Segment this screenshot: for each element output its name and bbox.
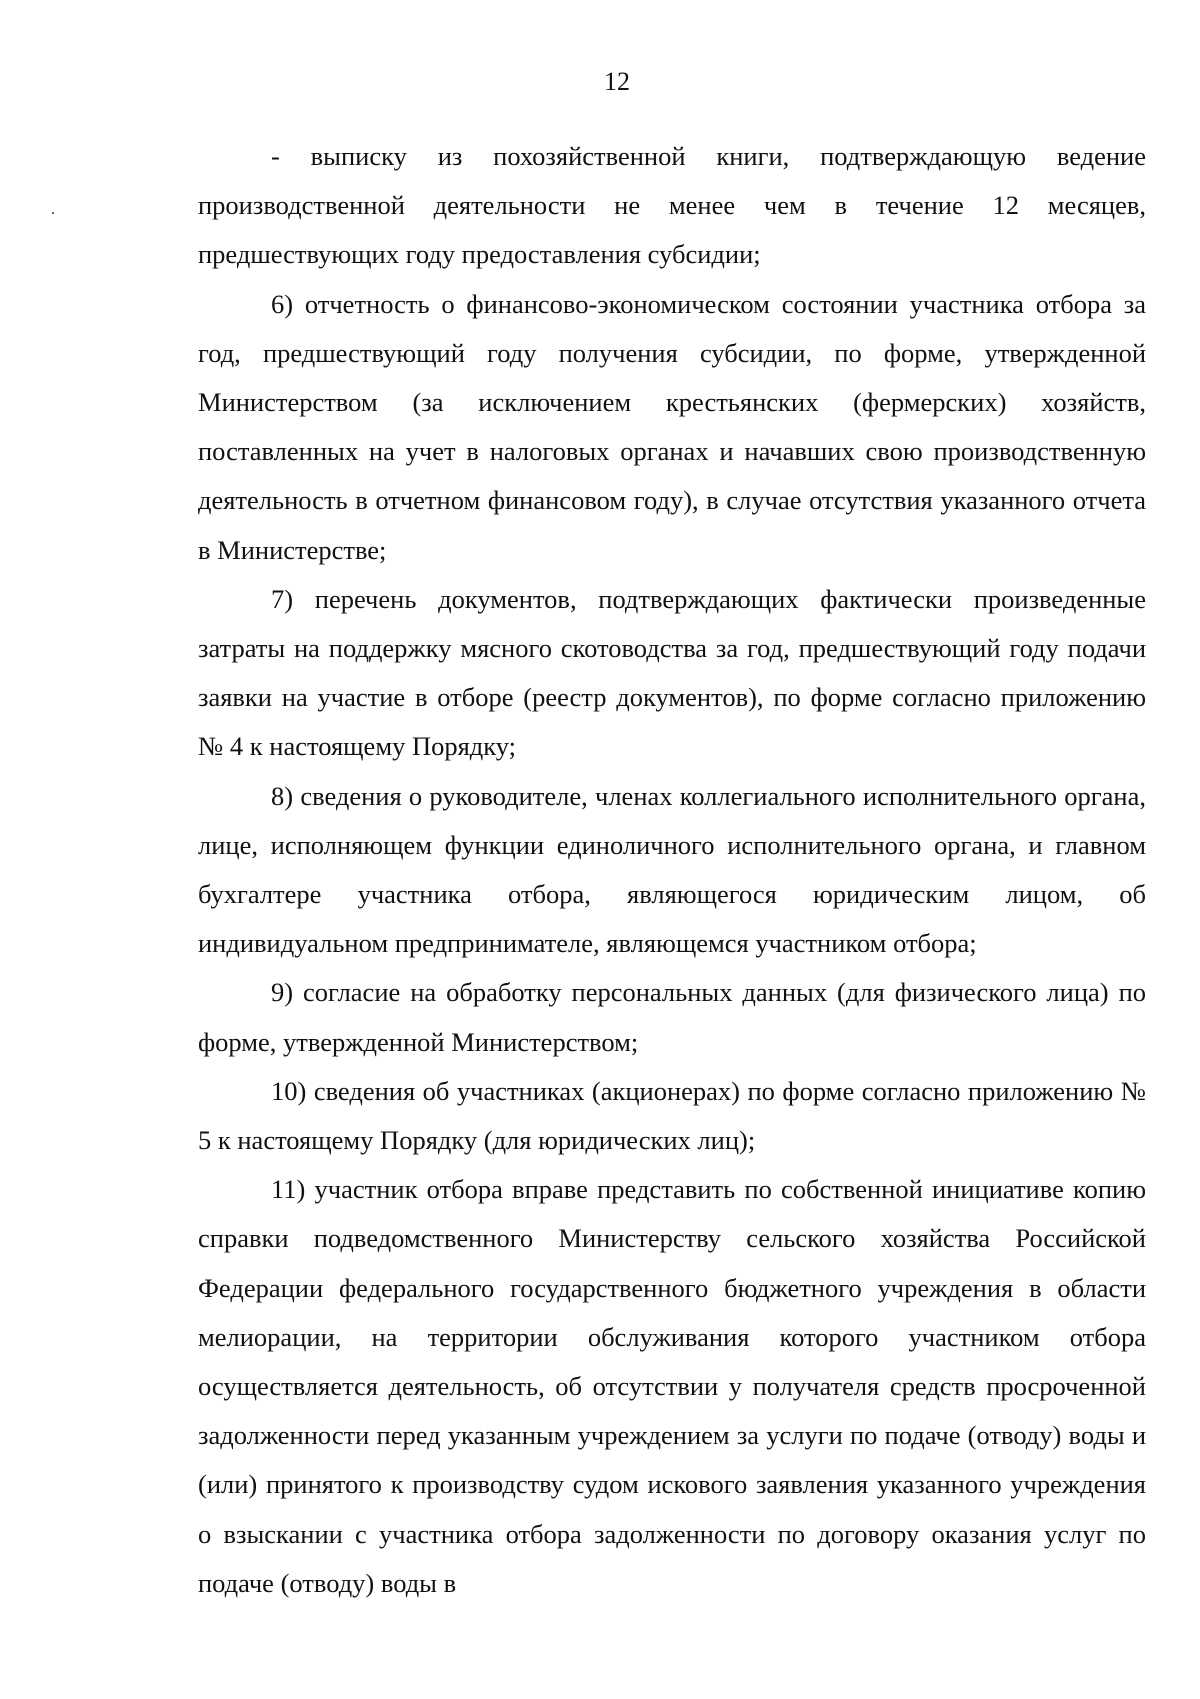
paragraph-item-8-management-info: 8) сведения о руководителе, членах коллегиального исполнительного органа, лице, исполняющем функции единоличного исполнительного органа, и главном бухгалтере участника отбора, являющегося юридическим лицом, об индивидуальном предпринимателе, являющемся участником отбора;	[198, 780, 1146, 959]
paragraph-item-7-document-register: 7) перечень документов, подтверждающих фактически произведенные затраты на поддержку мясного скотоводства за год, предшествующий году подачи заявки на участие в отборе (реестр документов), по форме согласно приложению № 4 к настоящему Порядку;	[198, 583, 1146, 762]
paragraph-item-10-shareholders-info: 10) сведения об участниках (акционерах) по форме согласно приложению № 5 к настоящему Порядку (для юридических лиц);	[198, 1075, 1146, 1156]
paragraph-item-11-melioration-certificate: 11) участник отбора вправе представить по собственной инициативе копию справки подведомственного Министерству сельского хозяйства Российской Федерации федерального государственного бюджетного учреждения в области мелиорации, на территории обслуживания которого участником отбора осуществляется деятельность, об отсутствии у получателя средств просроченной задолженности перед указанным учреждением за услуги по подаче (отводу) воды и (или) принятого к производству судом искового заявления указанного учреждения о взыскании с участника отбора задолженности по договору оказания услуг по подаче (отводу) воды в	[198, 1174, 1146, 1598]
paragraph-item-9-personal-data-consent: 9) согласие на обработку персональных данных (для физического лица) по форме, утвержденной Министерством;	[198, 977, 1146, 1057]
paragraph-household-book-extract: - выписку из похозяйственной книги, подтверждающую ведение производственной деятельности не менее чем в течение 12 месяцев, предшествующих году предоставления субсидии;	[198, 141, 1146, 270]
scan-speck	[52, 212, 54, 214]
document-body	[198, 132, 1146, 1608]
paragraph-item-6-financial-report: 6) отчетность о финансово-экономическом состоянии участника отбора за год, предшествующий году получения субсидии, по форме, утвержденной Министерством (за исключением крестьянских (фермерских) хозяйств, поставленных на учет в налоговых органах и начавших свою производственную деятельность в отчетном финансовом году), в случае отсутствия указанного отчета в Министерстве;	[198, 288, 1146, 565]
page-number: 12	[604, 67, 630, 96]
